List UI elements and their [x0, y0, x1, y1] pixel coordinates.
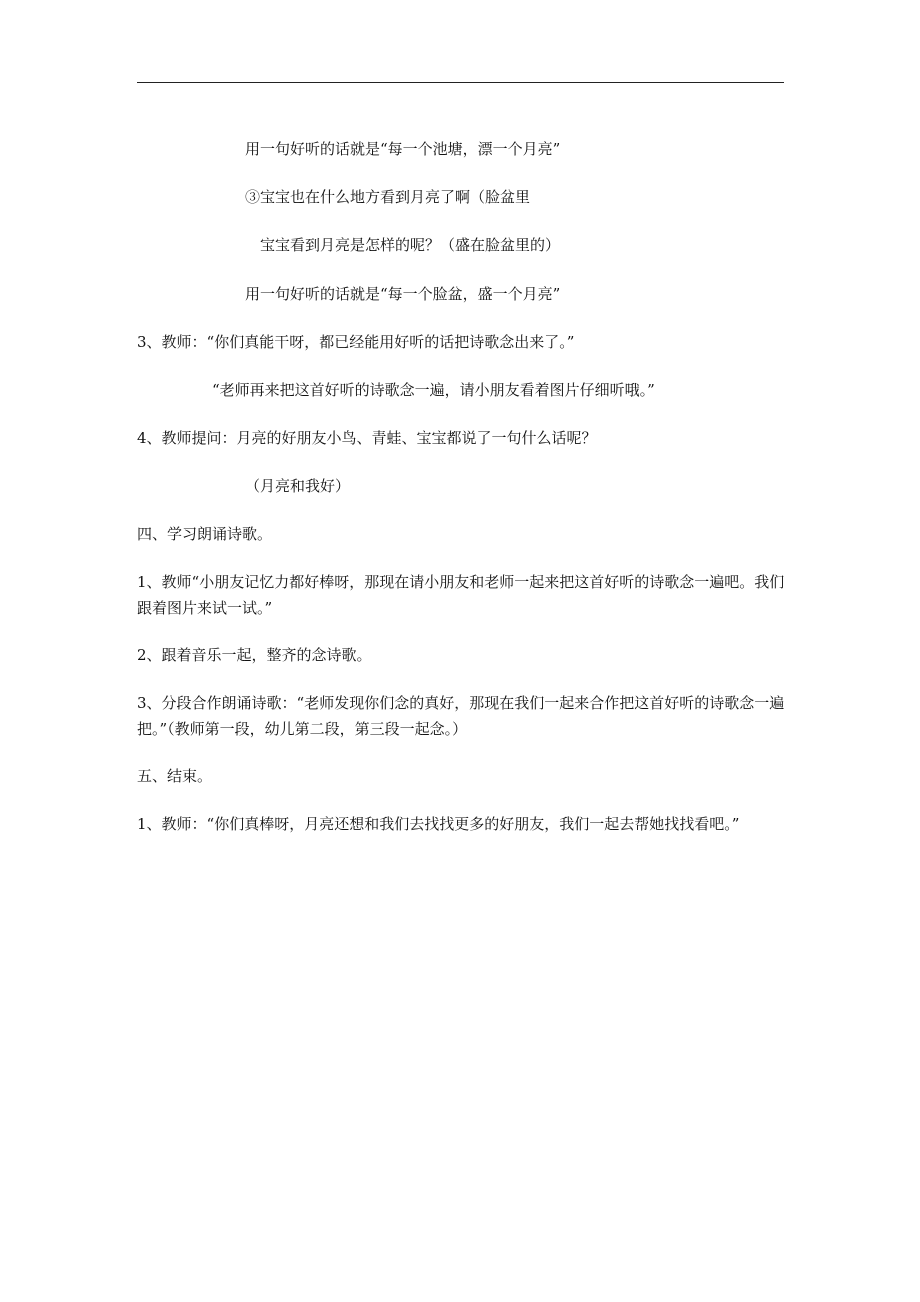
- answer-line: （月亮和我好）: [245, 477, 351, 495]
- step-1-ending: 1、教师：“你们真棒呀，月亮还想和我们去找找更多的好朋友，我们一起去帮她找找看吧。”: [137, 815, 740, 833]
- step-3-cooperate: 3、分段合作朗诵诗歌：“老师发现你们念的真好，那现在我们一起来合作把这首好听的诗歌念一遍把。”（教师第一段，幼儿第二段，第三段一起念。）: [137, 694, 785, 738]
- section-heading-4: 四、学习朗诵诗歌。: [137, 525, 273, 543]
- text-line-basin: 用一句好听的话就是“每一个脸盆，盛一个月亮”: [245, 285, 561, 303]
- text-line-question-3: ③宝宝也在什么地方看到月亮了啊（脸盆里: [245, 188, 531, 206]
- text-line-pond: 用一句好听的话就是“每一个池塘，漂一个月亮”: [245, 140, 561, 158]
- step-3-praise: 3、教师：“你们真能干呀，都已经能用好听的话把诗歌念出来了。”: [137, 333, 575, 351]
- text-line-baby-moon: 宝宝看到月亮是怎样的呢？（盛在脸盆里的）: [260, 236, 561, 254]
- header-rule: [137, 82, 784, 83]
- teacher-recite-line: “老师再来把这首好听的诗歌念一遍，请小朋友看着图片仔细听哦。”: [212, 381, 655, 399]
- step-2-music: 2、跟着音乐一起，整齐的念诗歌。: [137, 646, 372, 664]
- step-1-memory: 1、教师“小朋友记忆力都好棒呀，那现在请小朋友和老师一起来把这首好听的诗歌念一遍吧。我们跟着图片来试一试。”: [137, 573, 785, 617]
- step-4-question: 4、教师提问：月亮的好朋友小鸟、青蛙、宝宝都说了一句什么话呢？: [137, 429, 597, 447]
- section-heading-5: 五、结束。: [137, 767, 213, 785]
